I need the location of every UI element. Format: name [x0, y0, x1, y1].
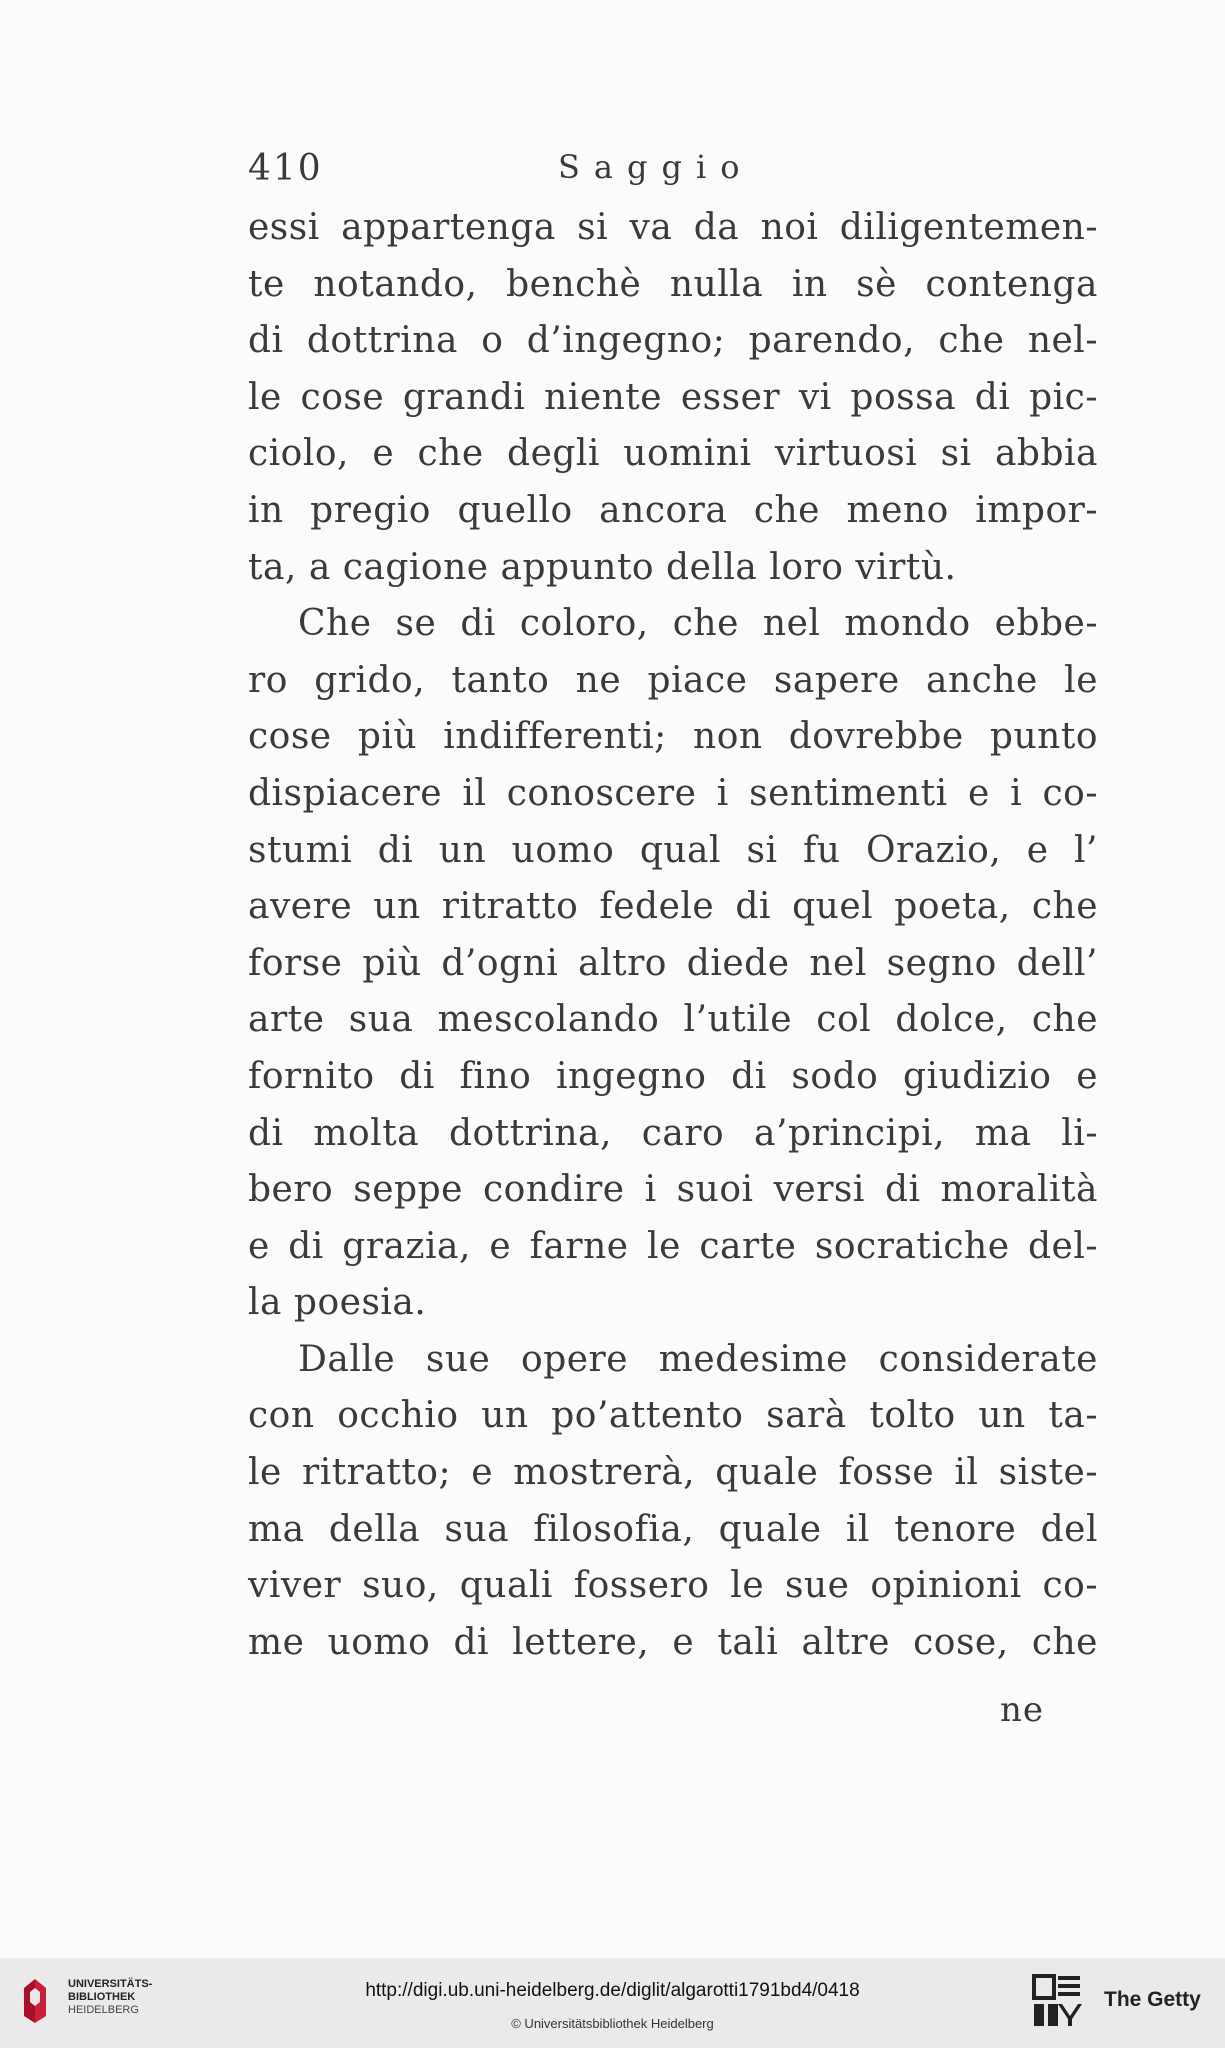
catchword: ne: [1000, 1690, 1045, 1730]
text-line: avere un ritratto fedele di quel poeta, che: [248, 886, 1098, 928]
running-head: [248, 148, 1088, 198]
text-line: di dottrina o d’ingegno; parendo, che nel-: [248, 320, 1098, 362]
getty-logo-icon: [1032, 1974, 1082, 2028]
body-text: [248, 200, 1098, 1671]
text-line: ta, a cagione appunto della loro virtù.: [248, 546, 957, 588]
text-line: le cose grandi niente esser vi possa di pic-: [248, 376, 1098, 418]
text-line: le ritratto; e mostrerà, quale fosse il siste-: [248, 1452, 1098, 1494]
text-line: essi appartenga si va da noi diligentemen-: [248, 207, 1098, 248]
text-line: di molta dottrina, caro a’principi, ma li-: [248, 1112, 1098, 1154]
viewer-footer: [0, 1958, 1225, 2048]
text-line: arte sua mescolando l’utile col dolce, che: [248, 999, 1098, 1041]
text-line: te notando, benchè nulla in sè contenga: [248, 263, 1098, 305]
text-line: fornito di fino ingegno di sodo giudizio e: [248, 1055, 1098, 1097]
text-line: cose più indifferenti; non dovrebbe punto: [248, 716, 1098, 758]
text-line: forse più d’ogni altro diede nel segno dell’: [248, 942, 1098, 984]
permalink-url[interactable]: http://digi.ub.uni-heidelberg.de/diglit/algarotti1791bd4/0418: [365, 1980, 860, 2001]
text-line: ciolo, e che degli uomini virtuosi si abbia: [248, 433, 1098, 475]
text-line: e di grazia, e farne le carte socratiche del-: [248, 1225, 1098, 1267]
sponsor-name: The Getty: [1104, 1988, 1201, 2011]
text-line: bero seppe condire i suoi versi di moralità: [248, 1169, 1098, 1211]
text-line: stumi di un uomo qual si fu Orazio, e l’: [248, 829, 1098, 871]
text-line: in pregio quello ancora che meno impor-: [248, 489, 1098, 531]
text-line: Che se di coloro, che nel mondo ebbe-: [298, 603, 1098, 645]
text-line: dispiacere il conoscere i sentimenti e i co-: [248, 772, 1098, 814]
text-line: ro grido, tanto ne piace sapere anche le: [248, 659, 1098, 701]
text-line: con occhio un po’attento sarà tolto un ta-: [248, 1395, 1098, 1437]
page-number: 410: [248, 148, 323, 189]
text-line: Dalle sue opere medesime considerate: [298, 1338, 1098, 1380]
text-line: ma della sua filosofia, quale il tenore del: [248, 1508, 1098, 1550]
running-head-title: Saggio: [558, 148, 754, 186]
text-line: me uomo di lettere, e tali altre cose, che: [248, 1621, 1098, 1663]
library-city: HEIDELBERG: [68, 2004, 139, 2016]
library-name-line: BIBLIOTHEK: [68, 1991, 136, 2003]
library-name-line: UNIVERSITÄTS-: [68, 1978, 153, 1990]
text-line: viver suo, quali fossero le sue opinioni co-: [248, 1565, 1098, 1607]
text-line: la poesia.: [248, 1282, 427, 1324]
copyright-notice: © Universitätsbibliothek Heidelberg: [511, 2016, 714, 2031]
